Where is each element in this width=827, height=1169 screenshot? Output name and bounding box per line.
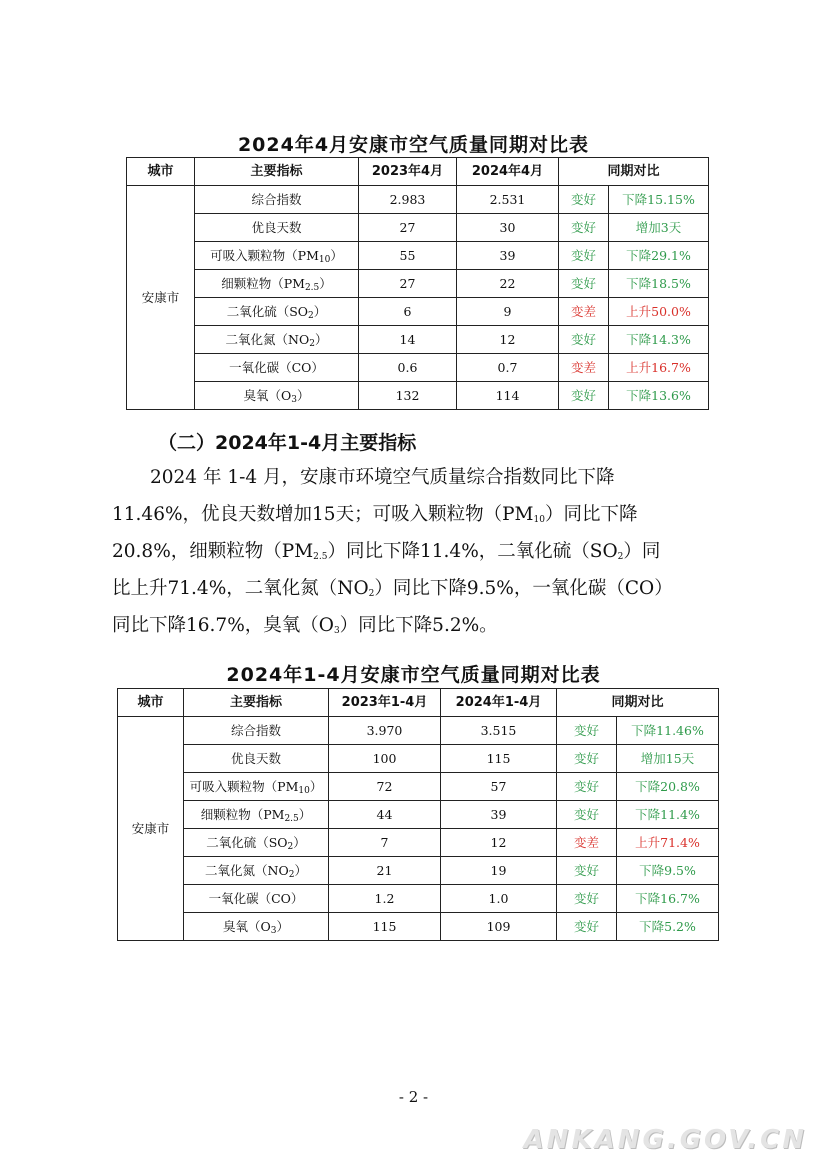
table2-title: 2024年1-4月安康市空气质量同期对比表 (226, 664, 601, 686)
curr-value-cell: 3.515 (441, 717, 557, 745)
change-cell: 下降16.7% (617, 885, 719, 913)
indicator-cell: 二氧化氮$(NO_2)$ (184, 857, 329, 885)
indicator-cell: 一氧化碳（CO） (184, 885, 329, 913)
curr-value-cell: 1.0 (441, 885, 557, 913)
table2 (117, 688, 719, 941)
status-cell: 变差 (559, 354, 609, 382)
status-cell: 变好 (557, 885, 617, 913)
change-cell: 下降9.5% (617, 857, 719, 885)
change-cell: 上升71.4% (617, 829, 719, 857)
curr-value-cell: 30 (457, 214, 559, 242)
curr-value-cell: 114 (457, 382, 559, 410)
indicator-cell: 一氧化碳（CO） (195, 354, 359, 382)
indicator-cell: 综合指数 (195, 186, 359, 214)
prev-value-cell: 132 (359, 382, 457, 410)
change-cell: 上升50.0% (609, 298, 709, 326)
section-heading: （二）2024年1-4月主要指标 (158, 432, 417, 454)
header-city: 城市 (118, 689, 184, 717)
table-row (127, 186, 709, 214)
prev-value-cell: 14 (359, 326, 457, 354)
city-cell: 安康市 (118, 717, 184, 941)
status-cell: 变好 (559, 382, 609, 410)
curr-value-cell: 39 (457, 242, 559, 270)
indicator-cell: 可吸入颗粒物$(PM_{10})$ (195, 242, 359, 270)
table-row (127, 382, 709, 410)
header-prev: 2023年4月 (359, 158, 457, 186)
prev-value-cell: 6 (359, 298, 457, 326)
city-cell: 安康市 (127, 186, 195, 410)
curr-value-cell: 39 (441, 801, 557, 829)
table-row (118, 773, 719, 801)
status-cell: 变好 (557, 745, 617, 773)
table-row (118, 801, 719, 829)
change-cell: 下降18.5% (609, 270, 709, 298)
prev-value-cell: 1.2 (329, 885, 441, 913)
table-row (127, 354, 709, 382)
indicator-cell: 二氧化硫$(SO_2)$ (195, 298, 359, 326)
table1-title: 2024年4月安康市空气质量同期对比表 (237, 134, 590, 156)
curr-value-cell: 0.7 (457, 354, 559, 382)
table2-header-row (118, 689, 719, 717)
table-row (127, 214, 709, 242)
paragraph-line: 2024 年 1-4 月，安康市环境空气质量综合指数同比下降 (150, 467, 615, 488)
table-row (127, 298, 709, 326)
site-watermark: ANKANG.GOV.CN (523, 1125, 807, 1155)
change-cell: 下降14.3% (609, 326, 709, 354)
table-row (118, 885, 719, 913)
change-cell: 增加3天 (609, 214, 709, 242)
status-cell: 变好 (557, 717, 617, 745)
status-cell: 变差 (559, 298, 609, 326)
header-indicator: 主要指标 (195, 158, 359, 186)
indicator-cell: 可吸入颗粒物$(PM_{10})$ (184, 773, 329, 801)
header-city: 城市 (127, 158, 195, 186)
status-cell: 变好 (557, 801, 617, 829)
header-compare: 同期对比 (557, 689, 719, 717)
paragraph-line: 同比下降16.7%，臭氧$(O_3)$同比下降5.2%。 (112, 615, 498, 636)
change-cell: 下降29.1% (609, 242, 709, 270)
status-cell: 变好 (557, 773, 617, 801)
indicator-cell: 优良天数 (184, 745, 329, 773)
indicator-cell: 细颗粒物$(PM_{2.5})$ (184, 801, 329, 829)
header-curr: 2024年4月 (457, 158, 559, 186)
table-row (118, 857, 719, 885)
status-cell: 变好 (557, 857, 617, 885)
table1-header-row (127, 158, 709, 186)
paragraph-line: 20.8%，细颗粒物$(PM_{2.5})$同比下降11.4%，二氧化硫$(SO_2)$同 (112, 541, 661, 562)
curr-value-cell: 2.531 (457, 186, 559, 214)
prev-value-cell: 3.970 (329, 717, 441, 745)
curr-value-cell: 12 (441, 829, 557, 857)
curr-value-cell: 109 (441, 913, 557, 941)
status-cell: 变好 (559, 326, 609, 354)
change-cell: 下降13.6% (609, 382, 709, 410)
status-cell: 变好 (559, 270, 609, 298)
header-curr: 2024年1-4月 (441, 689, 557, 717)
table-row (118, 913, 719, 941)
curr-value-cell: 19 (441, 857, 557, 885)
prev-value-cell: 72 (329, 773, 441, 801)
status-cell: 变好 (559, 242, 609, 270)
header-compare: 同期对比 (559, 158, 709, 186)
table-row (118, 717, 719, 745)
prev-value-cell: 27 (359, 214, 457, 242)
prev-value-cell: 0.6 (359, 354, 457, 382)
summary-paragraph (112, 459, 724, 644)
curr-value-cell: 57 (441, 773, 557, 801)
prev-value-cell: 115 (329, 913, 441, 941)
status-cell: 变好 (559, 186, 609, 214)
change-cell: 上升16.7% (609, 354, 709, 382)
prev-value-cell: 27 (359, 270, 457, 298)
indicator-cell: 综合指数 (184, 717, 329, 745)
prev-value-cell: 7 (329, 829, 441, 857)
prev-value-cell: 21 (329, 857, 441, 885)
paragraph-line: 11.46%，优良天数增加15天；可吸入颗粒物$(PM_{10})$同比下降 (112, 504, 638, 525)
table-row (127, 242, 709, 270)
prev-value-cell: 55 (359, 242, 457, 270)
indicator-cell: 二氧化氮$(NO_2)$ (195, 326, 359, 354)
header-indicator: 主要指标 (184, 689, 329, 717)
indicator-cell: 细颗粒物$(PM_{2.5})$ (195, 270, 359, 298)
change-cell: 下降11.4% (617, 801, 719, 829)
paragraph-line: 比上升71.4%，二氧化氮$(NO_2)$同比下降9.5%，一氧化碳（CO） (112, 578, 673, 599)
table1 (126, 157, 709, 410)
prev-value-cell: 44 (329, 801, 441, 829)
curr-value-cell: 115 (441, 745, 557, 773)
change-cell: 增加15天 (617, 745, 719, 773)
status-cell: 变差 (557, 829, 617, 857)
curr-value-cell: 12 (457, 326, 559, 354)
header-prev: 2023年1-4月 (329, 689, 441, 717)
change-cell: 下降5.2% (617, 913, 719, 941)
indicator-cell: 优良天数 (195, 214, 359, 242)
prev-value-cell: 2.983 (359, 186, 457, 214)
indicator-cell: 臭氧$(O_3)$ (195, 382, 359, 410)
change-cell: 下降15.15% (609, 186, 709, 214)
table-row (118, 829, 719, 857)
curr-value-cell: 9 (457, 298, 559, 326)
change-cell: 下降20.8% (617, 773, 719, 801)
status-cell: 变好 (559, 214, 609, 242)
status-cell: 变好 (557, 913, 617, 941)
page-number: - 2 - (398, 1088, 429, 1106)
indicator-cell: 二氧化硫$(SO_2)$ (184, 829, 329, 857)
curr-value-cell: 22 (457, 270, 559, 298)
change-cell: 下降11.46% (617, 717, 719, 745)
indicator-cell: 臭氧$(O_3)$ (184, 913, 329, 941)
prev-value-cell: 100 (329, 745, 441, 773)
table-row (127, 270, 709, 298)
table-row (118, 745, 719, 773)
table-row (127, 326, 709, 354)
